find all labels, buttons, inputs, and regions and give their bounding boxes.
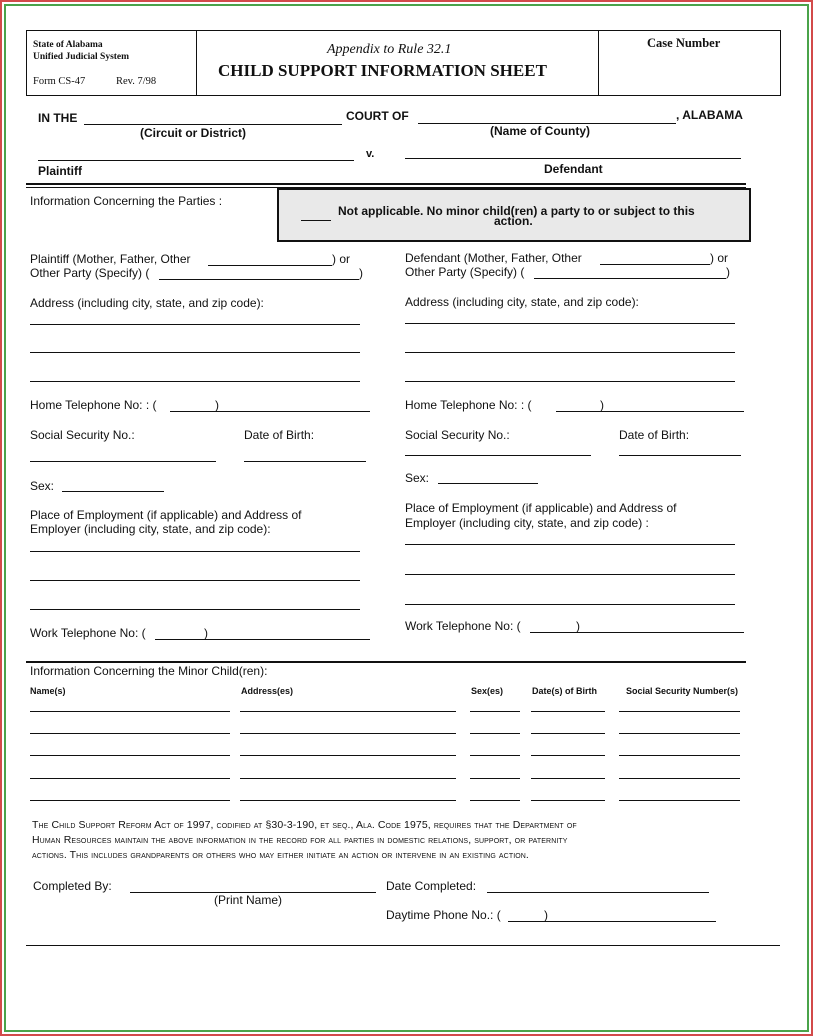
defendant-ssn-field[interactable] [405,441,591,456]
defendant-address-line-2[interactable] [405,338,735,353]
alabama-label: , ALABAMA [676,108,743,122]
defendant-work-phone-field[interactable] [530,618,744,633]
plaintiff-name-field[interactable] [38,146,354,161]
child-row-5-dob-field[interactable] [531,786,605,801]
defendant-or-label: ) or [710,251,728,265]
child-row-5-ssn-field[interactable] [619,786,740,801]
plaintiff-work-phone-field[interactable] [155,625,370,640]
plaintiff-type-field[interactable] [208,251,332,266]
child-row-5-name-field[interactable] [30,786,230,801]
defendant-other-party-label: Other Party (Specify) ( [405,265,525,279]
defendant-name-field[interactable] [405,144,741,159]
court-type-field[interactable] [84,110,342,125]
header-top-rule [26,30,780,31]
child-row-3-name-field[interactable] [30,741,230,756]
completed-by-label: Completed By: [33,879,112,893]
plaintiff-work-phone-close: ) [204,626,208,640]
plaintiff-ssn-label: Social Security No.: [30,428,135,442]
child-row-1-ssn-field[interactable] [619,697,740,712]
child-row-5-sex-field[interactable] [470,786,520,801]
header-bottom-rule [26,95,780,96]
defendant-label: Defendant [544,162,603,176]
case-number-label: Case Number [647,36,721,50]
date-completed-field[interactable] [487,878,709,893]
defendant-dob-label: Date of Birth: [619,428,690,442]
child-row-3-dob-field[interactable] [531,741,605,756]
defendant-employment-label-2: Employer (including city, state, and zip code) : [405,516,649,530]
print-name-label: (Print Name) [214,893,283,907]
child-row-2-dob-field[interactable] [531,719,605,734]
plaintiff-ssn-field[interactable] [30,447,216,462]
child-row-1-address-field[interactable] [240,697,456,712]
defendant-other-close: ) [726,265,730,279]
county-field[interactable] [418,109,676,124]
children-col-ssn: Social Security Number(s) [626,686,739,696]
system-label: Unified Judicial System [33,52,130,62]
defendant-home-phone-label: Home Telephone No: : ( [405,398,532,412]
plaintiff-employer-line-2[interactable] [30,566,360,581]
in-the-label: IN THE [38,111,78,125]
court-of-label: COURT OF [346,109,409,123]
versus-label: v. [366,148,375,160]
plaintiff-type-label: Plaintiff (Mother, Father, Other [30,252,191,266]
date-completed-label: Date Completed: [386,879,477,893]
child-row-3-address-field[interactable] [240,741,456,756]
legal-notice [32,818,747,863]
defendant-type-label: Defendant (Mother, Father, Other [405,251,582,265]
child-row-2-name-field[interactable] [30,719,230,734]
defendant-work-phone-label: Work Telephone No: ( [405,619,521,633]
not-applicable-text: Not applicable. No minor child(ren) a party to or subject to this [338,204,695,218]
plaintiff-employer-line-3[interactable] [30,595,360,610]
section-rule-2 [26,661,746,663]
plaintiff-employment-label-1: Place of Employment (if applicable) and Address of [30,508,302,522]
plaintiff-label: Plaintiff [38,164,82,178]
plaintiff-dob-label: Date of Birth: [244,428,315,442]
plaintiff-home-phone-field[interactable] [170,397,370,412]
defendant-work-phone-close: ) [576,619,580,633]
defendant-dob-field[interactable] [619,441,741,456]
plaintiff-home-phone-close: ) [215,398,219,412]
defendant-sex-label: Sex: [405,471,430,485]
defendant-ssn-label: Social Security No.: [405,428,510,442]
children-col-addresses: Address(es) [241,686,294,696]
notice-line-3: actions. This includes grandparents or others who may either initiate an action or intervene in an existing action. [32,849,529,861]
plaintiff-dob-field[interactable] [244,447,366,462]
child-row-1-sex-field[interactable] [470,697,520,712]
defendant-home-phone-field[interactable] [556,397,744,412]
page-title: CHILD SUPPORT INFORMATION SHEET [218,61,547,80]
child-row-5-address-field[interactable] [240,786,456,801]
plaintiff-work-phone-label: Work Telephone No: ( [30,626,146,640]
revision-date: Rev. 7/98 [116,76,157,87]
form-bottom-rule [26,945,780,946]
parties-section-label: Information Concerning the Parties : [30,194,223,208]
defendant-other-party-field[interactable] [534,264,726,279]
child-row-2-sex-field[interactable] [470,719,520,734]
plaintiff-or-label: ) or [332,252,350,266]
child-row-4-sex-field[interactable] [470,764,520,779]
plaintiff-address-line-2[interactable] [30,338,360,353]
case-number-field[interactable] [612,72,762,86]
child-row-4-dob-field[interactable] [531,764,605,779]
header-divider-2 [598,30,599,96]
appendix-label: Appendix to Rule 32.1 [327,42,452,57]
plaintiff-other-close: ) [359,266,363,280]
child-row-3-sex-field[interactable] [470,741,520,756]
defendant-address-line-1[interactable] [405,309,735,324]
plaintiff-address-line-3[interactable] [30,367,360,382]
child-row-2-ssn-field[interactable] [619,719,740,734]
child-row-3-ssn-field[interactable] [619,741,740,756]
state-label: State of Alabama [33,40,103,50]
children-col-dob: Date(s) of Birth [532,686,597,696]
child-row-4-ssn-field[interactable] [619,764,740,779]
daytime-phone-label: Daytime Phone No.: ( [386,908,501,922]
plaintiff-address-line-1[interactable] [30,310,360,325]
child-row-2-address-field[interactable] [240,719,456,734]
defendant-address-line-3[interactable] [405,367,735,382]
children-col-sex: Sex(es) [471,686,504,696]
daytime-phone-field[interactable] [508,907,716,922]
plaintiff-address-label: Address (including city, state, and zip code): [30,296,264,310]
defendant-employer-line-2[interactable] [405,560,735,575]
plaintiff-home-phone-label: Home Telephone No: : ( [30,398,157,412]
notice-line-1: The Child Support Reform Act of 1997, codified at §30-3-190, et seq., Ala. Code 1975, requires that the Department of [32,819,577,831]
header-right-rule [780,30,781,96]
plaintiff-sex-label: Sex: [30,479,55,493]
notice-line-2: Human Resources maintain the above information in the record for all parties in domestic relations, support, or paternity [32,834,568,846]
defendant-type-field[interactable] [600,250,710,265]
defendant-employment-label-1: Place of Employment (if applicable) and Address of [405,501,677,515]
plaintiff-employer-line-1[interactable] [30,537,360,552]
defendant-employer-line-1[interactable] [405,530,735,545]
plaintiff-other-party-label: Other Party (Specify) ( [30,266,150,280]
child-row-1-name-field[interactable] [30,697,230,712]
defendant-address-label: Address (including city, state, and zip code): [405,295,639,309]
county-name-label: (Name of County) [490,124,590,138]
completed-by-field[interactable] [130,878,376,893]
not-applicable-checkbox[interactable] [301,206,331,221]
defendant-home-phone-close: ) [600,398,604,412]
children-section-label: Information Concerning the Minor Child(ren): [30,664,268,678]
header-divider-1 [196,30,197,96]
not-applicable-text-2: action. [494,214,533,228]
plaintiff-other-party-field[interactable] [159,265,359,280]
plaintiff-employment-label-2: Employer (including city, state, and zip code): [30,522,271,536]
child-row-4-address-field[interactable] [240,764,456,779]
form-number: Form CS-47 [33,76,86,87]
daytime-phone-close: ) [544,908,548,922]
section-rule-1 [26,183,746,185]
child-row-4-name-field[interactable] [30,764,230,779]
plaintiff-sex-field[interactable] [62,477,164,492]
header-left-rule [26,30,27,96]
children-col-names: Name(s) [30,686,66,696]
circuit-district-label: (Circuit or District) [140,126,247,140]
defendant-sex-field[interactable] [438,469,538,484]
child-row-1-dob-field[interactable] [531,697,605,712]
defendant-employer-line-3[interactable] [405,590,735,605]
